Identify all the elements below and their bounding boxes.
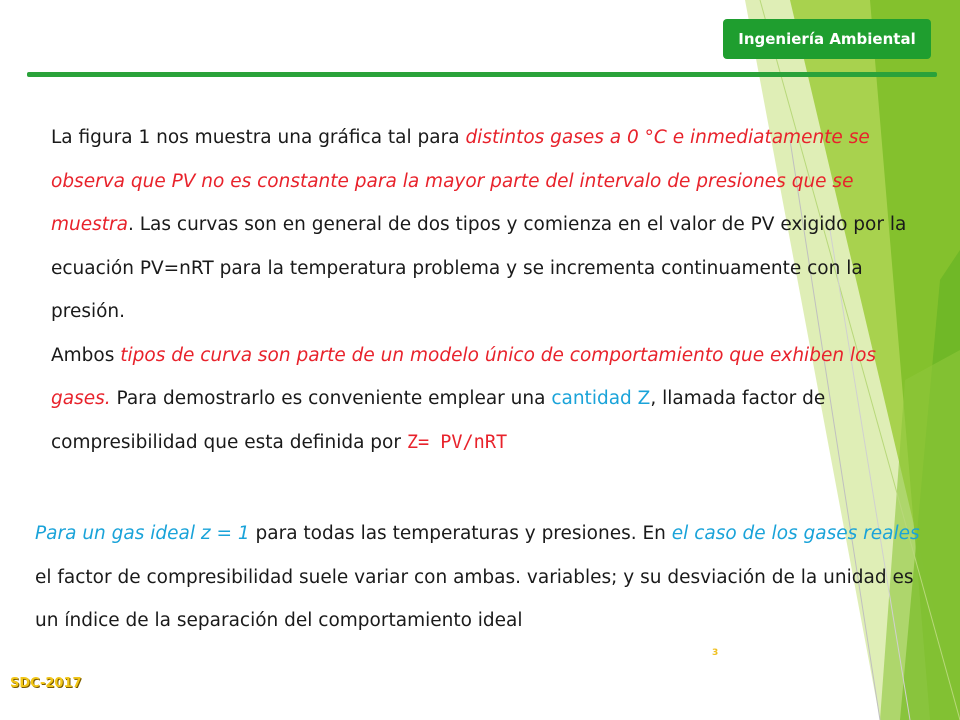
- footer-label: SDC-2017: [10, 676, 82, 691]
- compressibility-formula: Z= PV/nRT: [406, 431, 508, 453]
- p2-text-1: para todas las temperaturas y presiones. En: [249, 523, 672, 544]
- p1-text-1: La figura 1 nos muestra una gráfica tal para: [51, 127, 466, 148]
- p2-highlight-blue-1: Para un gas ideal z = 1: [35, 523, 250, 544]
- p1-highlight-red-2: tipos de curva son parte de un modelo único de comportamiento que exhiben los gases.: [51, 344, 877, 409]
- p2-highlight-blue-2: el caso de los gases reales: [671, 523, 920, 544]
- page-number: 3: [712, 648, 719, 658]
- p1-text-2: . Las curvas son en general de dos tipos y comienza en el valor de PV exigido por la ecuación PV=nRT para la temperatura problema y se incrementa continuamente con la presión.: [51, 214, 907, 322]
- p1-highlight-blue: cantidad Z: [551, 388, 651, 409]
- p1-text-3: Ambos: [51, 344, 121, 366]
- section-badge: Ingeniería Ambiental: [723, 19, 931, 59]
- paragraph-1: [51, 116, 931, 464]
- paragraph-2: [35, 512, 935, 643]
- p1-text-4: Para demostrarlo es conveniente emplear una: [110, 388, 552, 409]
- header-divider: [27, 72, 937, 77]
- p2-text-2: el factor de compresibilidad suele variar con ambas. variables; y su desviación de la unidad es un índice de la separación del comportamiento ideal: [35, 566, 914, 631]
- p1-text-5: , llamada factor de compresibilidad que esta definida por: [51, 388, 826, 453]
- p1-highlight-red-1: distintos gases a 0 °C e inmediatamente se observa que PV no es constante para la mayor parte del intervalo de presiones que se muestra: [51, 127, 870, 235]
